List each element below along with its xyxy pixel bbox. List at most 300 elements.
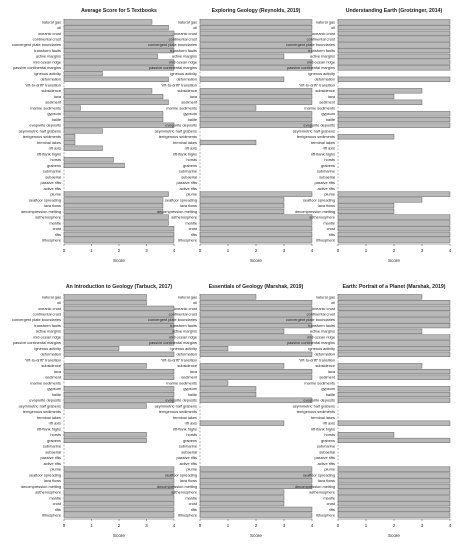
bar [200,37,312,42]
bar [64,198,163,203]
x-tick-label: 4 [310,523,314,528]
category-label: terminal lakes [310,414,335,420]
category-label: marine sediments [304,105,335,111]
bar [338,323,450,328]
category-label: asthenosphere [309,214,335,220]
bar [200,215,312,220]
bar [200,381,228,386]
category-label: evaporite deposits [29,397,61,403]
category-label: convergent plate boundaries [147,42,197,48]
category-label: crust [52,501,61,507]
category-label: crust [326,501,335,507]
category-label: active margins [35,328,61,334]
bar [64,209,163,214]
category-label: continental crust [306,311,335,317]
category-label: lava flows [43,203,61,209]
bar [64,467,174,472]
category-label: horsts [50,157,61,163]
category-label: transform faults [34,322,61,328]
bar [64,192,169,197]
category-label: passive continental margins [12,65,61,71]
category-label: deformation [314,76,335,82]
bar [200,203,284,208]
bar [64,134,75,139]
category-label: rift axis [48,145,61,151]
category-label: halite [325,116,335,122]
category-label: lava flows [43,478,61,484]
category-label: passive rifts [40,455,61,461]
category-label: submarine [316,168,335,174]
category-label: continental crust [168,311,197,317]
category-label: seafloor spreading [28,472,61,478]
category-label: transform faults [34,47,61,53]
category-label: mid-ocean ridge [169,59,197,65]
bar [338,37,450,42]
x-tick-label: 2 [117,248,121,253]
bar [338,312,450,317]
bar [338,346,450,351]
x-tick-label: 1 [364,248,368,253]
bar [338,111,450,116]
bar [338,340,450,345]
bar [200,88,312,93]
bar [200,329,284,334]
x-tick-label: 0 [336,523,340,528]
x-tick-label: 3 [282,248,286,253]
category-label: oceanic crust [312,305,335,311]
category-label: submarine [178,168,197,174]
category-label: asthenosphere [35,489,61,495]
bar [338,20,450,25]
category-label: rifts [190,231,197,237]
bar [64,111,163,116]
category-label: lithosphere [41,237,61,243]
category-label: lava flows [179,203,197,209]
category-label: asymmetric half grabens [292,403,335,409]
category-label: asymmetric half grabens [292,128,335,134]
category-label: "rift-to-drift" transition [24,82,61,88]
category-label: grabens [182,162,197,168]
category-label: plume [324,191,335,197]
bar [338,192,450,197]
category-label: mantle [49,220,61,226]
category-label: asthenosphere [35,214,61,220]
category-label: continental crust [168,36,197,42]
bar [64,300,147,305]
category-label: decompression melting [294,483,335,489]
bar [64,375,174,380]
category-label: oceanic crust [174,30,197,36]
category-label: active margins [309,53,335,59]
category-label: mantle [323,220,335,226]
category-label: sediment [181,99,197,105]
bar [338,438,450,443]
bar [64,478,174,483]
category-label: rift-flank highs [36,426,61,432]
x-tick-label: 0 [198,523,202,528]
category-label: terminal lakes [310,139,335,145]
category-label: rift-flank highs [310,151,335,157]
bar [64,232,174,237]
category-label: rift axis [322,145,335,151]
category-label: mantle [323,495,335,501]
category-label: plume [50,191,61,197]
x-axis-label: Score [387,533,401,538]
x-tick-label: 4 [310,248,314,253]
category-label: igneous activity [34,345,61,351]
category-label: lava [53,93,61,99]
category-label: passive rifts [314,180,335,186]
bar [64,432,147,437]
x-tick-label: 2 [392,523,396,528]
bar [200,48,312,53]
category-label: convergent plate boundaries [285,42,335,48]
bar [64,221,169,226]
category-label: rift axis [184,145,197,151]
bar [200,295,256,300]
category-label: active rifts [317,460,335,466]
category-label: subaerial [181,449,197,455]
chart-title: Earth: Portrait of a Planet (Marshak, 2019) [342,284,446,290]
chart-title: Average Score for 5 Textbooks [81,8,157,14]
chart-title: Essentials of Geology (Marshak, 2019) [208,284,304,290]
category-label: evaporite deposits [303,397,335,403]
x-tick-label: 3 [282,523,286,528]
category-label: subaerial [181,174,197,180]
bar [64,438,147,443]
bar [200,209,284,214]
bar [64,226,174,231]
bar [338,100,422,105]
category-label: horsts [186,432,197,438]
category-label: natural gas [315,294,335,300]
category-label: mid-ocean ridge [307,334,335,340]
category-label: grabens [46,162,61,168]
category-label: terminal lakes [36,414,61,420]
bar [338,198,422,203]
category-label: subsidence [315,363,335,369]
x-tick-label: 2 [392,248,396,253]
category-label: subsidence [315,88,335,94]
category-label: terrigenous sediments [158,409,197,415]
bar [338,123,450,128]
category-label: lava [189,93,197,99]
category-label: active margins [309,328,335,334]
bar [64,513,174,518]
category-label: evaporite deposits [165,397,197,403]
category-label: decompression melting [156,208,197,214]
bar [64,238,174,243]
category-label: decompression melting [20,208,61,214]
bar [338,513,450,518]
category-label: terrigenous sediments [22,409,61,415]
bar [64,117,163,122]
bar [64,363,147,368]
category-label: continental crust [32,311,61,317]
category-label: igneous activity [308,345,335,351]
bar [200,513,312,518]
bar [200,198,284,203]
bar [200,490,284,495]
category-label: terrigenous sediments [296,409,335,415]
category-label: passive rifts [176,455,197,461]
category-label: rifts [54,506,61,512]
category-label: gypsum [321,386,335,392]
bar [200,94,312,99]
category-label: rift-flank highs [310,426,335,432]
category-label: terrigenous sediments [158,134,197,140]
bar [64,77,169,82]
category-label: transform faults [170,47,197,53]
category-label: "rift-to-drift" transition [160,357,197,363]
x-tick-label: 1 [90,523,93,528]
category-label: subsidence [41,363,61,369]
category-label: transform faults [170,322,197,328]
category-label: seafloor spreading [302,197,335,203]
bar [338,421,450,426]
bar [338,398,450,403]
category-label: gypsum [47,111,61,117]
bar [338,473,450,478]
x-tick-label: 0 [198,248,202,253]
category-label: active rifts [179,185,197,191]
bar [64,25,169,30]
category-label: marine sediments [166,105,197,111]
bar [200,106,256,111]
category-label: plume [186,191,197,197]
x-tick-label: 4 [172,523,176,528]
bar [64,496,174,501]
chart-title: Understanding Earth (Grotzinger, 2014) [345,8,443,14]
bar [64,352,174,357]
bar [200,123,312,128]
bar [64,31,174,36]
bar [64,123,174,128]
category-label: evaporite deposits [29,122,61,128]
category-label: oil [331,25,335,31]
category-label: lithosphere [315,237,335,243]
bar [338,117,450,122]
bar [200,117,312,122]
category-label: mantle [49,495,61,501]
category-label: lava flows [179,478,197,484]
category-label: evaporite deposits [303,122,335,128]
bar [338,306,450,311]
category-label: transform faults [308,47,335,53]
category-label: "rift-to-drift" transition [298,357,335,363]
category-label: plume [186,466,197,472]
bar [64,386,174,391]
category-label: grabens [320,437,335,443]
x-tick-label: 1 [90,248,93,253]
bar [200,386,256,391]
category-label: horsts [324,432,335,438]
category-label: subaerial [319,449,335,455]
category-label: convergent plate boundaries [11,42,61,48]
x-tick-label: 4 [172,248,176,253]
category-label: convergent plate boundaries [11,317,61,323]
category-label: submarine [316,443,335,449]
category-label: plume [50,466,61,472]
x-axis-label: Score [112,533,126,538]
bar [338,65,450,70]
category-label: deformation [176,76,197,82]
category-label: lava [53,368,61,374]
bar [64,346,119,351]
category-label: halite [51,391,61,397]
x-tick-label: 0 [336,248,340,253]
bar [338,375,450,380]
category-label: horsts [50,432,61,438]
category-label: passive continental margins [12,340,61,346]
bar [64,215,169,220]
category-label: subsidence [41,88,61,94]
bar [338,352,450,357]
bar [200,221,312,226]
bar [338,432,394,437]
bar [64,157,114,162]
category-label: plume [324,466,335,472]
x-tick-label: 0 [62,523,66,528]
category-label: passive continental margins [148,340,197,346]
bar [338,501,450,506]
bar [338,134,394,139]
bar [338,386,450,391]
bar [64,60,174,65]
category-label: active rifts [43,460,61,466]
category-label: submarine [42,168,61,174]
bar [200,352,312,357]
bar [64,490,174,495]
bar [64,203,163,208]
bar [64,163,125,168]
bar [64,140,75,145]
x-tick-label: 2 [117,523,121,528]
bar [200,31,312,36]
bar [64,48,174,53]
category-label: crust [188,501,197,507]
bar [200,398,312,403]
x-tick-label: 0 [62,248,66,253]
bar [200,496,284,501]
category-label: continental crust [306,36,335,42]
bar [338,232,450,237]
bar [338,295,422,300]
category-label: decompression melting [20,483,61,489]
category-label: subsidence [177,88,197,94]
x-tick-label: 3 [420,523,424,528]
category-label: subaerial [45,449,61,455]
bar [338,507,450,512]
category-label: decompression melting [294,208,335,214]
bar [200,100,312,105]
category-label: active rifts [179,460,197,466]
category-label: rift axis [48,420,61,426]
bar [64,329,174,334]
category-label: mantle [185,220,197,226]
category-label: rifts [54,231,61,237]
category-label: rift axis [184,420,197,426]
category-label: rift-flank highs [172,426,197,432]
bar [200,238,312,243]
bar [338,467,450,472]
category-label: deformation [176,351,197,357]
category-label: marine sediments [30,105,61,111]
bar [64,100,169,105]
category-label: rifts [328,506,335,512]
category-label: lithosphere [41,512,61,518]
bar [338,88,422,93]
category-label: deformation [40,76,61,82]
category-label: lithosphere [177,237,197,243]
bar [64,335,174,340]
category-label: lava [189,368,197,374]
category-label: igneous activity [308,70,335,76]
bar [64,88,152,93]
bar [200,54,284,59]
bar [338,329,422,334]
category-label: natural gas [315,19,335,25]
bar [64,398,174,403]
bar [64,37,174,42]
category-label: passive continental margins [148,65,197,71]
category-label: rifts [190,506,197,512]
x-axis-label: Score [249,258,263,263]
category-label: mid-ocean ridge [307,59,335,65]
bar [200,20,312,25]
category-label: passive rifts [40,180,61,186]
category-label: evaporite deposits [165,122,197,128]
category-label: mid-ocean ridge [33,334,61,340]
bar [338,363,422,368]
bar [338,60,450,65]
category-label: decompression melting [156,483,197,489]
category-label: submarine [178,443,197,449]
bar [338,215,450,220]
category-label: horsts [324,157,335,163]
category-label: seafloor spreading [164,197,197,203]
bar [200,369,312,374]
category-label: rift-flank highs [172,151,197,157]
x-tick-label: 4 [448,523,452,528]
bar [200,335,312,340]
category-label: grabens [320,162,335,168]
bar [200,478,312,483]
bar [200,323,312,328]
category-label: active rifts [317,185,335,191]
category-label: natural gas [177,294,197,300]
category-label: passive rifts [176,180,197,186]
category-label: crust [326,226,335,232]
bar [200,392,256,397]
bar [200,232,312,237]
category-label: asthenosphere [171,214,197,220]
x-axis-label: Score [112,258,126,263]
bar [338,31,450,36]
bar [338,369,450,374]
bar [200,507,312,512]
x-axis-label: Score [387,258,401,263]
x-tick-label: 1 [364,523,368,528]
x-tick-label: 1 [226,523,230,528]
category-label: oil [57,300,61,306]
category-label: lava [327,93,335,99]
category-label: horsts [186,157,197,163]
bar [64,295,147,300]
category-label: deformation [314,351,335,357]
category-label: "rift-to-drift" transition [160,82,197,88]
category-label: natural gas [41,294,61,300]
